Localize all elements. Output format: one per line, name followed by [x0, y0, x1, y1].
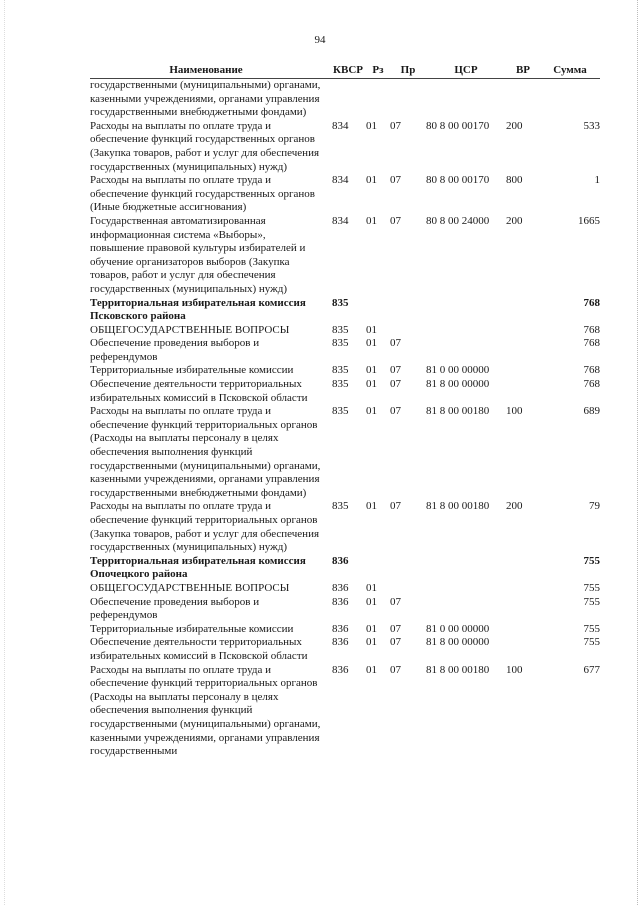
table-row [90, 364, 600, 378]
table-row [90, 582, 600, 596]
cell-vr: 200 [506, 119, 523, 132]
cell-kvsr: 835 [332, 364, 349, 377]
cell-kvsr: 835 [332, 405, 349, 418]
cell-name: Расходы на выплаты по оплате труда и обеспечение функций территориальных органов (Закупка товаров, работ и услуг для обеспечения государственных (муниципальных) нужд) [90, 500, 320, 554]
cell-kvsr: 835 [332, 337, 349, 350]
cell-sum: 768 [583, 378, 600, 391]
cell-name: Расходы на выплаты по оплате труда и обеспечение функций территориальных органов (Расходы на выплаты персоналу в целях обеспечения выполнения функций государственными (муниципальными) органами, казенными учреждениями, органами управления государственными внебюджетными фондами) [90, 405, 321, 499]
cell-name: Обеспечение деятельности территориальных избирательных комиссий в Псковской области [90, 378, 308, 404]
table-row [90, 79, 600, 120]
cell-rz: 01 [366, 214, 377, 227]
table-row [90, 337, 600, 364]
cell-csr: 81 8 00 00000 [426, 378, 490, 391]
cell-rz: 01 [366, 378, 377, 391]
cell-csr: 81 0 00 00000 [426, 622, 490, 635]
cell-kvsr: 836 [332, 636, 349, 649]
table-row [90, 405, 600, 500]
cell-name: государственными (муниципальными) органами, казенными учреждениями, органами управления государственными внебюджетными фондами) [90, 79, 321, 119]
cell-rz: 01 [366, 174, 377, 187]
cell-sum: 755 [583, 636, 600, 649]
cell-pr: 07 [390, 337, 401, 350]
cell-name: Расходы на выплаты по оплате труда и обеспечение функций государственных органов (Закупка товаров, работ и услуг для обеспечения государственных (муниципальных) нужд) [90, 119, 320, 173]
cell-name: ОБЩЕГОСУДАРСТВЕННЫЕ ВОПРОСЫ [90, 323, 290, 336]
cell-pr: 07 [390, 405, 401, 418]
cell-rz: 01 [366, 364, 377, 377]
cell-rz: 01 [366, 581, 377, 594]
cell-name: Расходы на выплаты по оплате труда и обеспечение функций территориальных органов (Расходы на выплаты персоналу в целях обеспечения выполнения функций государственными (муниципальными) органами, казенными учреждениями, органами управления государственными [90, 663, 321, 758]
table-row [90, 664, 600, 759]
table-row [90, 636, 600, 663]
table-row [90, 174, 600, 215]
cell-sum: 689 [583, 405, 600, 418]
cell-kvsr: 834 [332, 174, 349, 187]
cell-sum: 768 [583, 296, 600, 309]
cell-rz: 01 [366, 663, 377, 676]
cell-pr: 07 [390, 364, 401, 377]
table-row [90, 324, 600, 338]
header-sum: Сумма [553, 64, 587, 77]
cell-pr: 07 [390, 663, 401, 676]
cell-name: Территориальные избирательные комиссии [90, 622, 294, 635]
cell-rz: 01 [366, 323, 377, 336]
table-body [90, 79, 600, 759]
cell-rz: 01 [366, 622, 377, 635]
header-csr: ЦСР [454, 64, 478, 77]
cell-pr: 07 [390, 636, 401, 649]
table-row [90, 297, 600, 324]
cell-name: Территориальные избирательные комиссии [90, 364, 294, 377]
cell-rz: 01 [366, 636, 377, 649]
header-vr: ВР [515, 64, 531, 77]
cell-csr: 80 8 00 00170 [426, 119, 490, 132]
cell-sum: 79 [589, 500, 600, 513]
cell-name: ОБЩЕГОСУДАРСТВЕННЫЕ ВОПРОСЫ [90, 581, 290, 594]
cell-pr: 07 [390, 214, 401, 227]
table-row [90, 596, 600, 623]
cell-rz: 01 [366, 119, 377, 132]
table-row [90, 215, 600, 297]
cell-sum: 755 [583, 595, 600, 608]
cell-pr: 07 [390, 378, 401, 391]
cell-rz: 01 [366, 337, 377, 350]
header-kvsr: КВСР [333, 64, 363, 77]
cell-csr: 81 8 00 00180 [426, 405, 490, 418]
cell-name: Расходы на выплаты по оплате труда и обеспечение функций государственных органов (Иные бюджетные ассигнования) [90, 174, 315, 214]
table-row [90, 555, 600, 582]
cell-csr: 80 8 00 00170 [426, 174, 490, 187]
table-row [90, 500, 600, 554]
cell-vr: 100 [506, 405, 523, 418]
cell-sum: 768 [583, 337, 600, 350]
cell-kvsr: 834 [332, 214, 349, 227]
cell-kvsr: 836 [332, 595, 349, 608]
header-name: Наименование [169, 64, 243, 77]
cell-kvsr: 836 [332, 554, 349, 567]
cell-pr: 07 [390, 174, 401, 187]
cell-csr: 81 8 00 00180 [426, 663, 490, 676]
budget-table [90, 62, 600, 759]
cell-sum: 768 [583, 323, 600, 336]
cell-vr: 200 [506, 214, 523, 227]
cell-name: Территориальная избирательная комиссия Псковского района [90, 296, 306, 323]
cell-kvsr: 836 [332, 622, 349, 635]
cell-name: Обеспечение проведения выборов и референдумов [90, 595, 260, 622]
table-header [90, 62, 600, 79]
cell-sum: 755 [583, 554, 600, 567]
scan-edge-left [4, 0, 6, 905]
cell-sum: 1665 [578, 214, 600, 227]
cell-sum: 533 [583, 119, 600, 132]
cell-pr: 07 [390, 119, 401, 132]
cell-name: Территориальная избирательная комиссия Опочецкого района [90, 554, 306, 581]
cell-csr: 80 8 00 24000 [426, 214, 490, 227]
cell-csr: 81 8 00 00000 [426, 636, 490, 649]
cell-csr: 81 8 00 00180 [426, 500, 490, 513]
cell-vr: 100 [506, 663, 523, 676]
cell-pr: 07 [390, 500, 401, 513]
cell-sum: 755 [583, 581, 600, 594]
table-row [90, 120, 600, 174]
cell-vr: 800 [506, 174, 523, 187]
table-row [90, 623, 600, 637]
cell-kvsr: 836 [332, 663, 349, 676]
cell-pr: 07 [390, 595, 401, 608]
cell-kvsr: 835 [332, 323, 349, 336]
cell-kvsr: 834 [332, 119, 349, 132]
cell-csr: 81 0 00 00000 [426, 364, 490, 377]
header-rz: Рз [372, 64, 384, 77]
cell-sum: 1 [594, 174, 600, 187]
cell-rz: 01 [366, 405, 377, 418]
cell-kvsr: 835 [332, 500, 349, 513]
table-row [90, 378, 600, 405]
page-number: 94 [314, 34, 326, 46]
cell-sum: 677 [583, 663, 600, 676]
cell-sum: 768 [583, 364, 600, 377]
cell-rz: 01 [366, 500, 377, 513]
cell-sum: 755 [583, 622, 600, 635]
cell-name: Обеспечение деятельности территориальных избирательных комиссий в Псковской области [90, 636, 308, 662]
cell-name: Обеспечение проведения выборов и референдумов [90, 337, 260, 363]
cell-pr: 07 [390, 622, 401, 635]
cell-kvsr: 835 [332, 296, 349, 309]
cell-kvsr: 836 [332, 581, 349, 594]
cell-name: Государственная автоматизированная информационная система «Выборы», повышение правовой культуры избирателей и обучение организаторов выборов (Закупка товаров, работ и услуг для обеспечения государственных (муниципальных) нужд) [90, 214, 306, 295]
cell-rz: 01 [366, 595, 377, 608]
header-pr: Пр [400, 64, 416, 77]
scan-edge-right [636, 0, 638, 905]
cell-vr: 200 [506, 500, 523, 513]
cell-kvsr: 835 [332, 378, 349, 391]
